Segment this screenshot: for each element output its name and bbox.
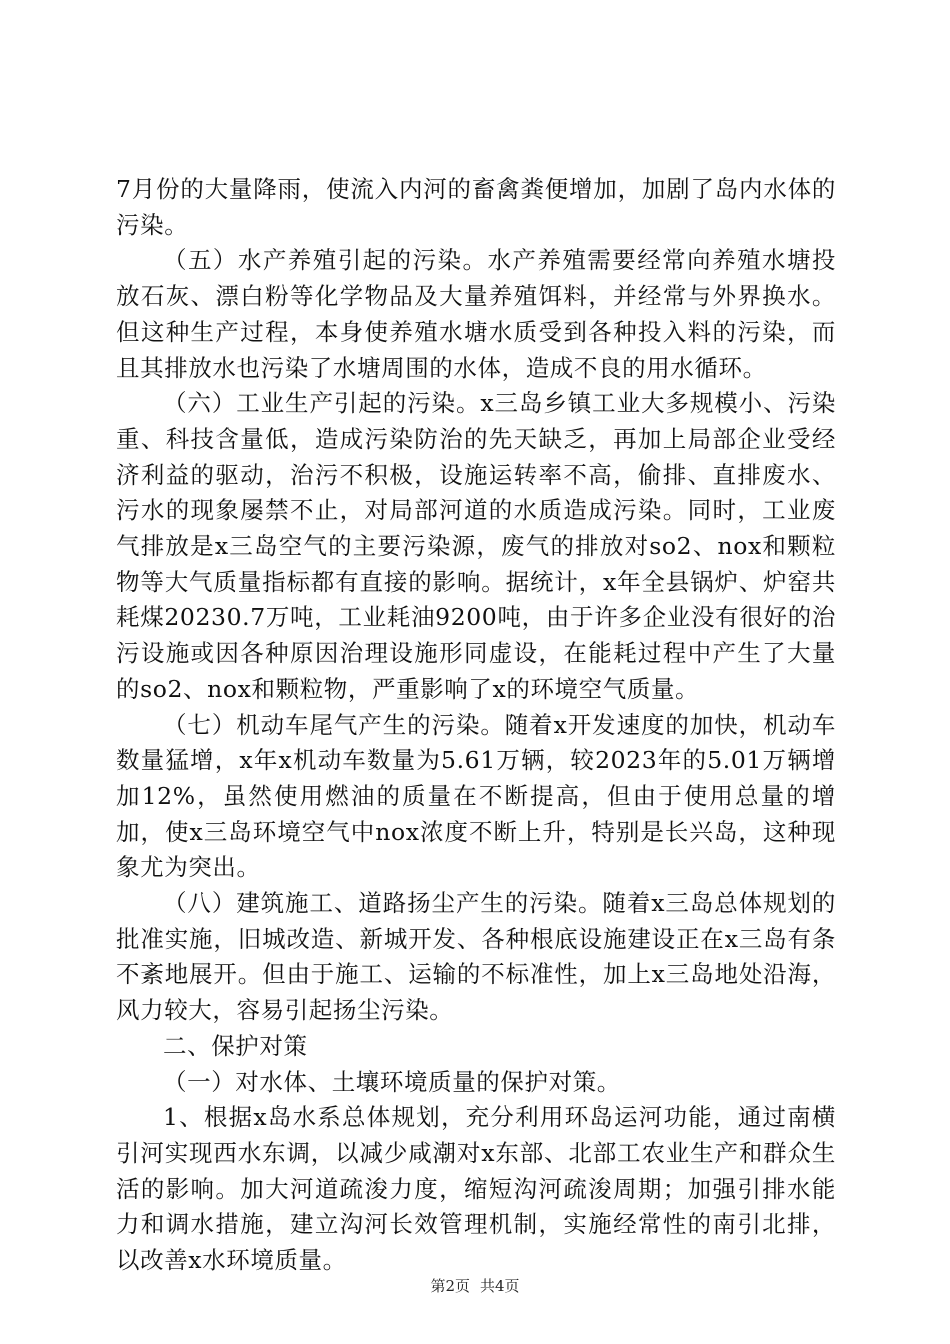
document-body [116, 172, 836, 1279]
section-heading-protection-measures: 二、保护对策 [163, 1031, 308, 1060]
subsection-heading-water-soil: （一）对水体、土壤环境质量的保护对策。 [163, 1067, 621, 1096]
paragraph-industrial-pollution: （六）工业生产引起的污染。x三岛乡镇工业大多规模小、污染重、科技含量低，造成污染防治的先天缺乏，再加上局部企业受经济利益的驱动，治污不积极，设施运转率不高，偷排、直排废水、污水的现象屡禁不止，对局部河道的水质造成污染。同时，工业废气排放是x三岛空气的主要污染源，废气的排放对so2、nox和颗粒物等大气质量指标都有直接的影响。据统计，x年全县锅炉、炉窑共耗煤20230.7万吨，工业耗油9200吨，由于许多企业没有很好的治污设施或因各种原因治理设施形同虚设，在能耗过程中产生了大量的so2、nox和颗粒物，严重影响了x的环境空气质量。 [116, 389, 836, 703]
paragraph-water-system-plan: 1、根据x岛水系总体规划，充分利用环岛运河功能，通过南横引河实现西水东调，以减少咸潮对x东部、北部工农业生产和群众生活的影响。加大河道疏浚力度，缩短沟河疏浚周期；加强引排水能力和调水措施，建立沟河长效管理机制，实施经常性的南引北排，以改善x水环境质量。 [116, 1103, 836, 1275]
page-total: 共4页 [480, 1277, 520, 1295]
paragraph-continuation: 7月份的大量降雨，使流入内河的畜禽粪便增加，加剧了岛内水体的污染。 [116, 175, 836, 239]
paragraph-vehicle-exhaust-pollution: （七）机动车尾气产生的污染。随着x开发速度的加快，机动车数量猛增，x年x机动车数量为5.61万辆，较2023年的5.01万辆增加12%，虽然使用燃油的质量在不断提高，但由于使用总量的增加，使x三岛环境空气中nox浓度不断上升，特别是长兴岛，这种现象尤为突出。 [116, 710, 836, 882]
page-footer [0, 1276, 950, 1296]
page-number: 第2页 [430, 1277, 470, 1295]
paragraph-aquaculture-pollution: （五）水产养殖引起的污染。水产养殖需要经常向养殖水塘投放石灰、漂白粉等化学物品及大量养殖饵料，并经常与外界换水。但这种生产过程，本身使养殖水塘水质受到各种投入料的污染，而且其排放水也污染了水塘周围的水体，造成不良的用水循环。 [116, 246, 836, 382]
paragraph-construction-dust-pollution: （八）建筑施工、道路扬尘产生的污染。随着x三岛总体规划的批准实施，旧城改造、新城开发、各种根底设施建设正在x三岛有条不紊地展开。但由于施工、运输的不标准性，加上x三岛地处沿海，风力较大，容易引起扬尘污染。 [116, 889, 836, 1025]
